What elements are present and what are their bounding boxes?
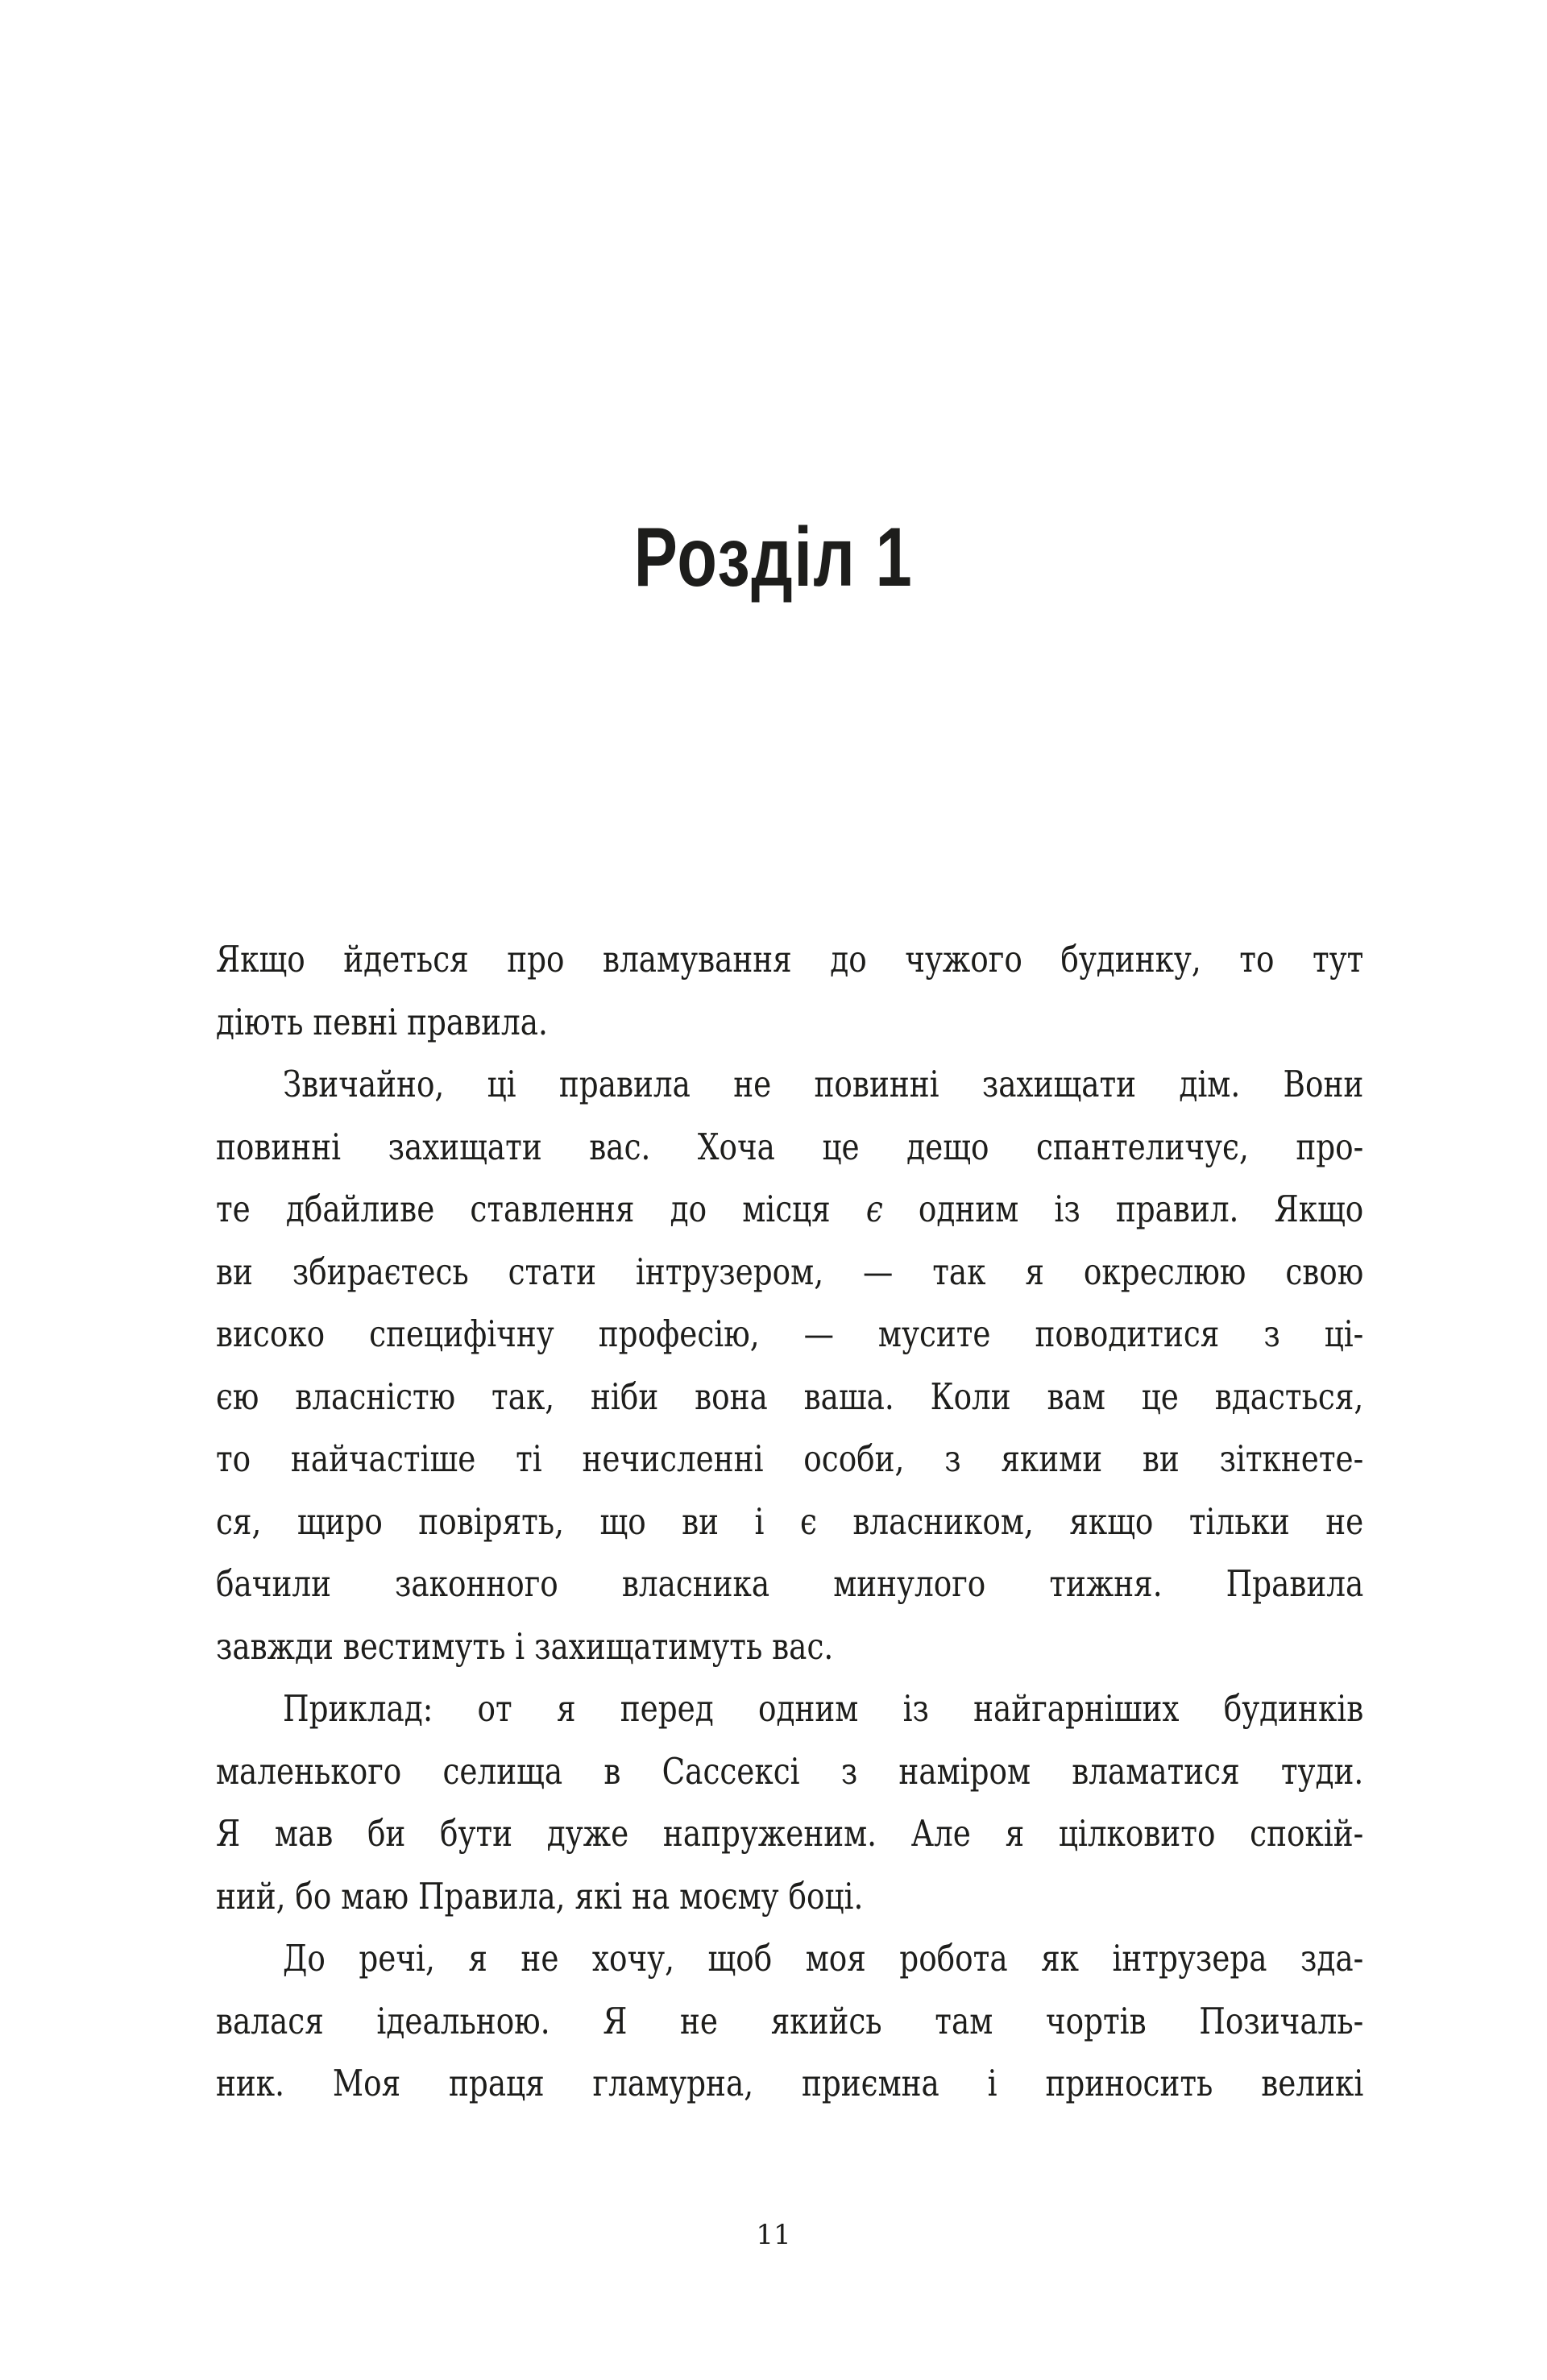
text-line: Звичайно, ці правила не повинні захищати дім. Вони (283, 1063, 1364, 1105)
text-line-with-emphasis (216, 1178, 1363, 1241)
text-line: єю власністю так, ніби вона ваша. Коли вам це вдасться, (216, 1375, 1364, 1418)
text-line: повинні захищати вас. Хоча це дещо спантеличує, про- (216, 1125, 1364, 1168)
text-line: завжди вестимуть і захищатимуть вас. (216, 1624, 834, 1668)
text-segment: одним із правил. Якщо (882, 1188, 1364, 1230)
text-line: ний, бо маю Правила, які на моєму боці. (216, 1874, 864, 1918)
text-line: ся, щиро повірять, що ви і є власником, якщо тільки не (216, 1499, 1364, 1543)
text-line: Приклад: от я перед одним із найгарніших будинків (283, 1687, 1364, 1730)
chapter-title: Розділ 1 (633, 511, 914, 604)
page-number: 11 (756, 2219, 791, 2251)
chapter-body (216, 928, 1364, 2115)
text-line: високо специфічну професію, — мусите поводитися з ці- (216, 1312, 1364, 1355)
emphasized-word: є (865, 1188, 883, 1230)
text-line: діють певні правила. (216, 1000, 548, 1043)
text-line: бачили законного власника минулого тижня. Правила (216, 1562, 1364, 1605)
text-line: ви збираєтесь стати інтрузером, — так я окреслюю свою (216, 1250, 1364, 1293)
text-line: Я мав би бути дуже напруженим. Але я цілковито спокій- (216, 1812, 1364, 1855)
text-line: Якщо йдеться про вламування до чужого будинку, то тут (216, 938, 1364, 981)
text-segment: те дбайливе ставлення до місця (216, 1188, 866, 1230)
text-line: До речі, я не хочу, щоб моя робота як інтрузера зда- (283, 1937, 1364, 1980)
text-line: то найчастіше ті нечисленні особи, з якими ви зіткнете- (216, 1437, 1364, 1480)
text-line: валася ідеальною. Я не якийсь там чортів Позичаль- (216, 1999, 1364, 2042)
text-line: ник. Моя праця гламурна, приємна і приносить великі (216, 2062, 1364, 2104)
text-line: маленького селища в Сассексі з наміром вламатися туди. (216, 1749, 1364, 1793)
